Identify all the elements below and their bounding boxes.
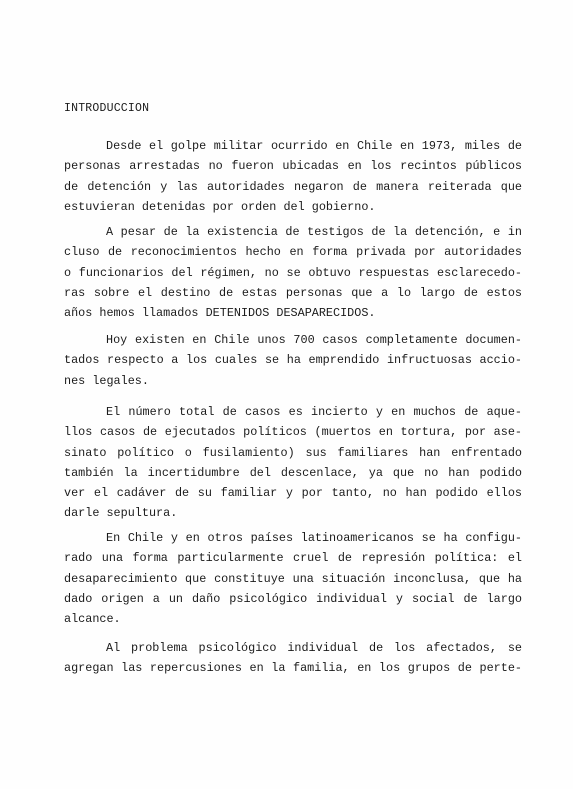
paragraph-line: agregan las repercusiones en la familia, en los grupos de perte-	[64, 661, 522, 676]
paragraph-2	[64, 222, 522, 323]
paragraph-5	[64, 528, 522, 629]
paragraph-line: llos casos de ejecutados políticos (muertos en tortura, por ase-	[64, 425, 522, 440]
paragraph-line: años hemos llamados DETENIDOS DESAPARECIDOS.	[64, 306, 376, 321]
paragraph-line: dado origen a un daño psicológico individual y social de largo	[64, 591, 522, 606]
document-heading: INTRODUCCION	[64, 102, 150, 115]
paragraph-6	[64, 638, 522, 679]
paragraph-line: darle sepultura.	[64, 506, 178, 521]
paragraph-line: rado una forma particularmente cruel de represión política: el	[64, 551, 522, 566]
paragraph-line: cluso de reconocimientos hecho en forma privada por autoridades	[64, 245, 522, 260]
paragraph-line: alcance.	[64, 612, 121, 627]
paragraph-line: Al problema psicológico individual de los afectados, se	[106, 641, 522, 655]
paragraph-line: ras sobre el destino de estas personas que a lo largo de estos	[64, 285, 522, 300]
paragraph-line: de detención y las autoridades negaron de manera reiterada que	[64, 179, 522, 194]
paragraph-line: ver el cadáver de su familiar y por tanto, no han podido ellos	[64, 486, 522, 501]
paragraph-1	[64, 136, 522, 217]
paragraph-line: desaparecimiento que constituye una situación inconclusa, que ha	[64, 571, 522, 586]
paragraph-line: El número total de casos es incierto y en muchos de aque-	[106, 405, 522, 419]
paragraph-line: estuvieran detenidas por orden del gobierno.	[64, 199, 376, 214]
paragraph-line: o funcionarios del régimen, no se obtuvo respuestas esclarecedo-	[64, 265, 522, 280]
paragraph-line: A pesar de la existencia de testigos de la detención, e in	[106, 225, 522, 239]
paragraph-3	[64, 330, 522, 391]
paragraph-line: sinato político o fusilamiento) sus familiares han enfrentado	[64, 445, 522, 460]
paragraph-line: Hoy existen en Chile unos 700 casos completamente documen-	[106, 333, 522, 347]
paragraph-4	[64, 402, 522, 524]
paragraph-line: Desde el golpe militar ocurrido en Chile en 1973, miles de	[106, 139, 522, 153]
paragraph-line: En Chile y en otros países latinoamericanos se ha configu-	[106, 531, 522, 545]
paragraph-line: también la incertidumbre del descenlace, ya que no han podido	[64, 465, 522, 480]
paragraph-line: personas arrestadas no fueron ubicadas en los recintos públicos	[64, 159, 522, 174]
paragraph-line: tados respecto a los cuales se ha emprendido infructuosas accio-	[64, 353, 522, 368]
paragraph-line: nes legales.	[64, 373, 149, 388]
